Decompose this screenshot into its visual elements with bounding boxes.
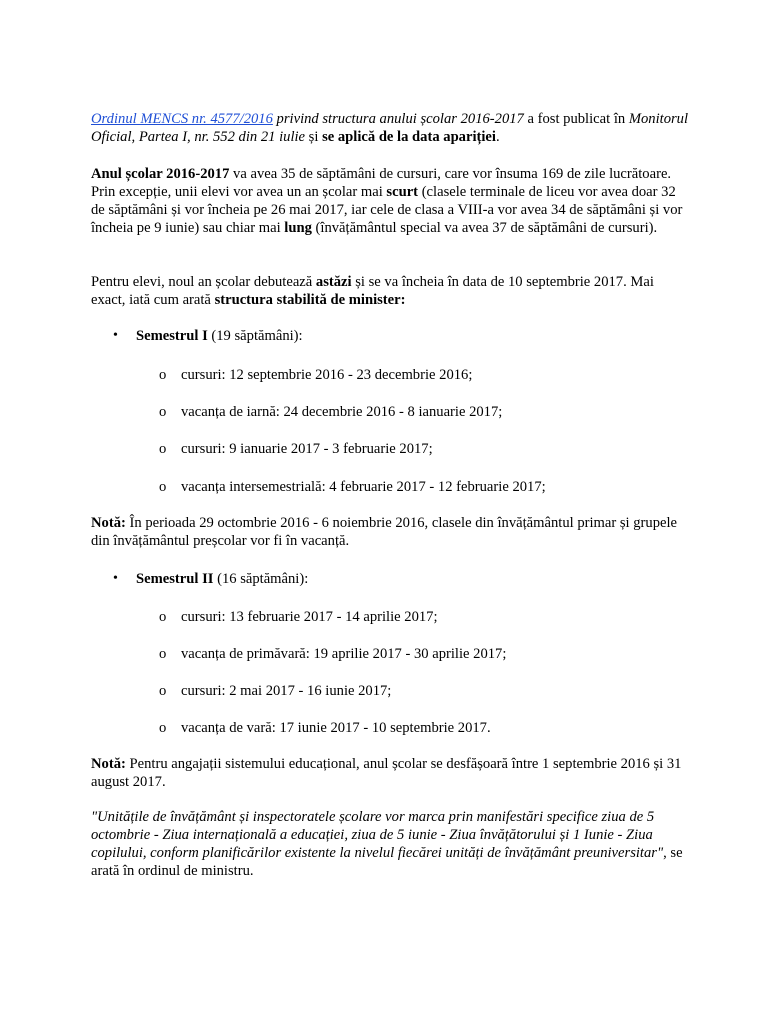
- long-label: lung: [284, 220, 312, 236]
- intro-text-c: .: [495, 129, 500, 145]
- quote-paragraph: [91, 808, 691, 880]
- school-year-paragraph: [91, 165, 691, 237]
- start-paragraph: [91, 273, 691, 309]
- quote-text: "Unitățile de învățământ și inspectoratele școlare vor marca prin manifestări specifice ziua de 5 octombrie - Ziua internațională a educației, ziua de 5 iunie - Ziua învățătorului și 1 Iunie - Ziua copilului, conform planificărilor existente la nivelul fiecărei unități de învățământ preuniversitar": [91, 809, 664, 861]
- school-year-text-c: (învățământul special va avea 37 de săptămâni de cursuri).: [311, 220, 658, 236]
- note-1-paragraph: [91, 514, 691, 550]
- sub-bullet-marker: o: [159, 479, 167, 495]
- note-2-label: Notă:: [91, 756, 126, 772]
- semester-2-title: Semestrul II: [136, 571, 214, 587]
- school-year-text-a: va avea 35 de săptămâni de cursuri, care vor însuma 169 de zile lucrătoare. Prin excepție, unii elevi vor avea un an școlar mai: [91, 166, 672, 200]
- intro-paragraph: [91, 110, 691, 146]
- list-item-text: cursuri: 12 septembrie 2016 - 23 decembrie 2016;: [181, 367, 473, 383]
- short-label: scurt: [386, 184, 419, 200]
- start-text-a: Pentru elevi, noul an școlar debutează: [91, 274, 316, 290]
- sub-bullet-marker: o: [159, 441, 167, 457]
- semester-1-heading: [136, 327, 303, 345]
- list-item-text: cursuri: 13 februarie 2017 - 14 aprilie 2017;: [181, 609, 438, 625]
- bullet-marker: •: [113, 328, 118, 343]
- applies-from-text: se aplică de la data apariției: [322, 129, 496, 145]
- order-link[interactable]: Ordinul MENCS nr. 4577/2016: [91, 111, 273, 127]
- semester-1-title: Semestrul I: [136, 328, 208, 344]
- sub-bullet-marker: o: [159, 646, 167, 662]
- structure-label: structura stabilită de minister:: [214, 292, 406, 308]
- note-2-paragraph: [91, 755, 691, 791]
- list-item-text: vacanța de primăvară: 19 aprilie 2017 - 30 aprilie 2017;: [181, 646, 507, 662]
- official-monitor-ref: Monitorul Oficial, Partea I, nr. 552 din 21 iulie: [91, 111, 689, 145]
- list-item-text: vacanța de vară: 17 iunie 2017 - 10 septembrie 2017.: [181, 720, 491, 736]
- school-year-text-b: (clasele terminale de liceu vor avea doar 32 de săptămâni și vor încheia pe 26 mai 2017, iar cele de clasa a VIII-a vor avea 34 de săptămâni și vor încheia pe 9 iunie) sau chiar mai: [91, 184, 683, 236]
- note-1-label: Notă:: [91, 515, 126, 531]
- sub-bullet-marker: o: [159, 720, 167, 736]
- list-item-text: cursuri: 9 ianuarie 2017 - 3 februarie 2017;: [181, 441, 433, 457]
- list-item-text: vacanța de iarnă: 24 decembrie 2016 - 8 ianuarie 2017;: [181, 404, 503, 420]
- note-2-text: Pentru angajații sistemului educațional, anul școlar se desfășoară între 1 septembrie 2016 și 31 august 2017.: [91, 756, 682, 790]
- sub-bullet-marker: o: [159, 367, 167, 383]
- list-item-text: cursuri: 2 mai 2017 - 16 iunie 2017;: [181, 683, 392, 699]
- semester-1-weeks: (19 săptămâni):: [207, 328, 303, 344]
- quote-attribution: , se arată în ordinul de ministru.: [91, 845, 683, 879]
- list-item-text: vacanța intersemestrială: 4 februarie 2017 - 12 februarie 2017;: [181, 479, 546, 495]
- order-subject: privind structura anului școlar 2016-2017: [272, 111, 524, 127]
- start-text-b: și se va încheia în data de 10 septembrie 2017. Mai exact, iată cum arată: [91, 274, 654, 308]
- semester-2-weeks: (16 săptămâni):: [213, 571, 309, 587]
- intro-text-b: și: [305, 129, 323, 145]
- semester-2-heading: [136, 570, 308, 588]
- sub-bullet-marker: o: [159, 683, 167, 699]
- school-year-label: Anul școlar 2016-2017: [91, 166, 230, 182]
- sub-bullet-marker: o: [159, 609, 167, 625]
- bullet-marker: •: [113, 571, 118, 586]
- note-1-text: În perioada 29 octombrie 2016 - 6 noiembrie 2016, clasele din învățământul primar și grupele din învățământul preșcolar vor fi în vacanță.: [91, 515, 678, 549]
- sub-bullet-marker: o: [159, 404, 167, 420]
- intro-text-a: a fost publicat în: [523, 111, 629, 127]
- today-label: astăzi: [315, 274, 352, 290]
